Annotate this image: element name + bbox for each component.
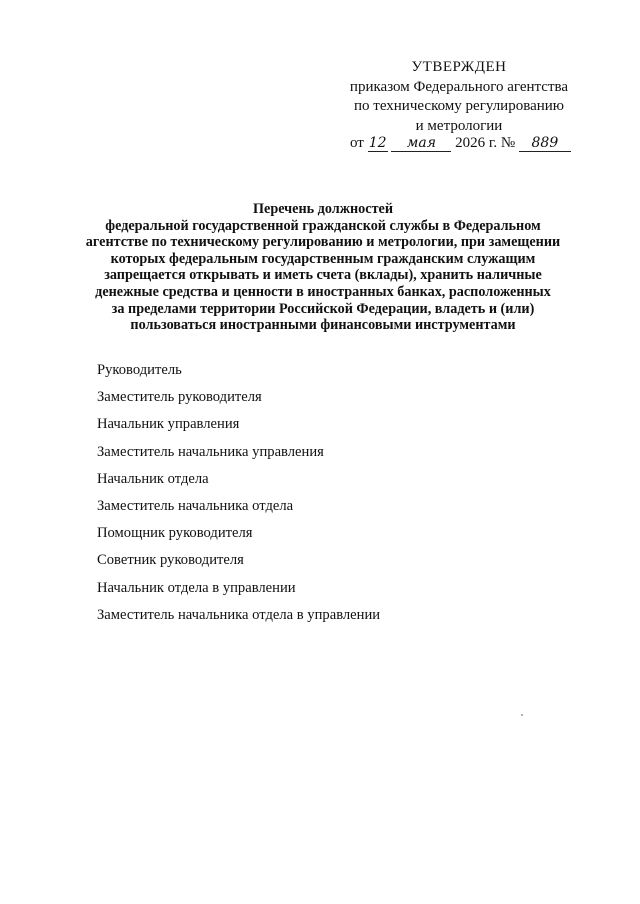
approval-line: и метрологии: [415, 117, 503, 134]
handwritten-month: мая: [391, 135, 451, 152]
list-item: Заместитель начальника управления: [97, 443, 324, 460]
list-item: Руководитель: [97, 362, 182, 378]
heading-line: запрещается открывать и иметь счета (вклады), хранить наличные: [104, 267, 542, 284]
list-item: Советник руководителя: [97, 552, 244, 569]
heading-line: агентстве по техническому регулированию и метрологии, при замещении: [85, 234, 561, 251]
list-item: Начальник отдела в управлении: [97, 579, 296, 596]
date-year-label: 2026 г. №: [455, 135, 516, 151]
approval-line: по техническому регулированию: [353, 98, 565, 114]
approval-line: приказом Федерального агентства: [349, 78, 569, 95]
heading-line: денежные средства и ценности в иностранных банках, расположенных: [95, 283, 551, 300]
list-item: Начальник управления: [97, 416, 240, 433]
list-item: Заместитель начальника отдела в управлении: [97, 606, 381, 623]
list-item: Заместитель руководителя: [97, 389, 262, 406]
scan-speck: [521, 714, 523, 716]
list-item: Помощник руководителя: [97, 525, 253, 542]
approval-title: УТВЕРЖДЕН: [411, 59, 507, 75]
heading-line: за пределами территории Российской Федерации, владеть и (или): [111, 300, 535, 317]
handwritten-order-number: 889: [519, 135, 571, 152]
document-title: Перечень должностей: [252, 201, 394, 217]
list-item: Начальник отдела: [97, 470, 209, 487]
positions-list: [97, 357, 380, 629]
document-heading: [68, 201, 578, 334]
approval-date-line: [350, 134, 590, 153]
heading-line: которых федеральным государственным гражданским служащим: [110, 250, 536, 267]
heading-line: федеральной государственной гражданской службы в Федеральном: [105, 217, 541, 234]
date-prefix: от: [350, 135, 364, 151]
list-item: Заместитель начальника отдела: [97, 498, 294, 515]
approval-stamp: [330, 58, 588, 136]
handwritten-day: 12: [368, 135, 387, 151]
heading-line: пользоваться иностранными финансовыми инструментами: [130, 317, 516, 334]
